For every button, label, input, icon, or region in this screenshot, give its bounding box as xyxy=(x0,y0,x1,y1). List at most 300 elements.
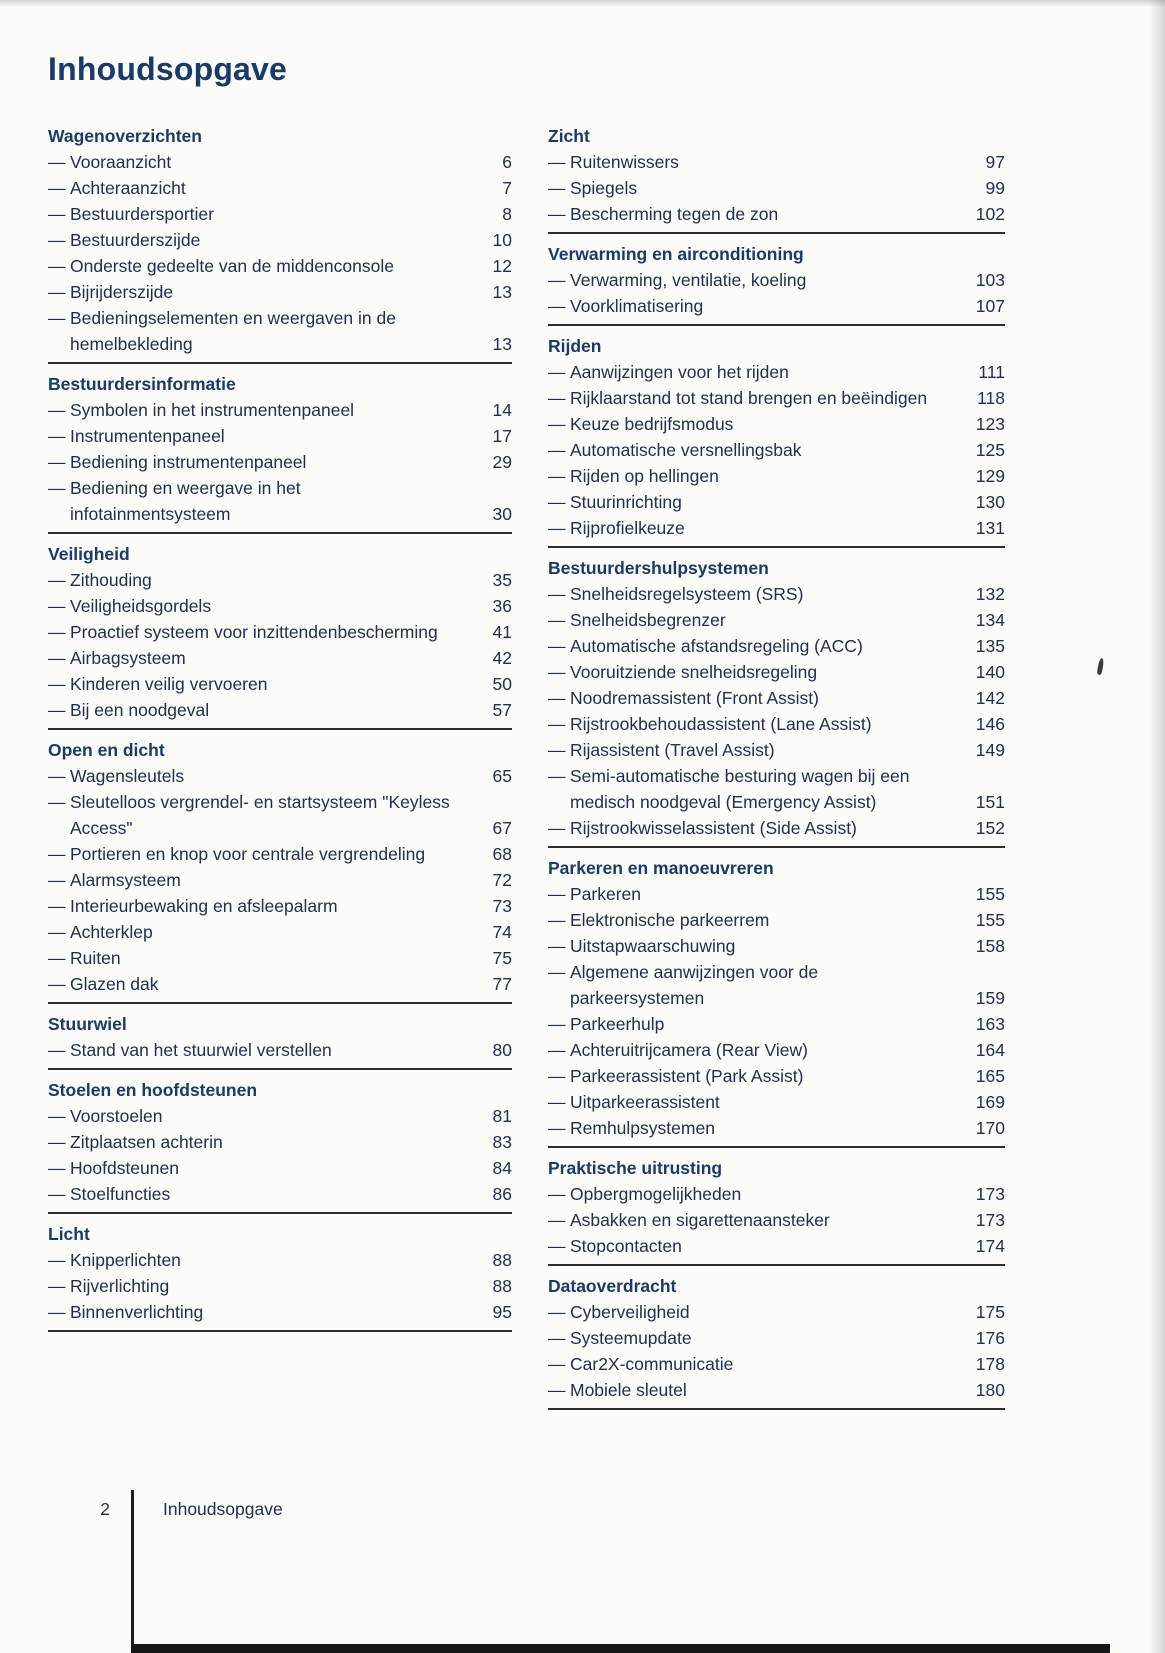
entry-label: Rijverlichting xyxy=(70,1276,170,1296)
entry-label: Zitplaatsen achterin xyxy=(70,1132,223,1152)
entry-label: Vooraanzicht xyxy=(70,152,172,172)
toc-section xyxy=(548,333,1005,548)
entry-page-number: 17 xyxy=(492,426,512,446)
toc-entry xyxy=(548,1011,1005,1037)
entry-page-number: 83 xyxy=(492,1132,512,1152)
entry-label: Portieren en knop voor centrale vergrendeling xyxy=(70,844,426,864)
entry-page-number: 149 xyxy=(975,740,1005,760)
toc-entry xyxy=(548,1233,1005,1259)
entry-page-number: 6 xyxy=(502,152,512,172)
entry-page-number: 81 xyxy=(492,1106,512,1126)
entry-page-number: 118 xyxy=(977,388,1005,408)
entry-label: Stoelfuncties xyxy=(70,1184,171,1204)
entry-label: Hoofdsteunen xyxy=(70,1158,179,1178)
toc-entry xyxy=(48,423,512,449)
toc-entry xyxy=(548,737,1005,763)
entry-dash-icon: — xyxy=(548,492,566,512)
toc-entry xyxy=(548,385,1005,411)
section-title: Zicht xyxy=(548,126,590,146)
toc-section xyxy=(548,241,1005,326)
entry-dash-icon: — xyxy=(548,610,566,630)
entry-dash-icon: — xyxy=(48,700,66,720)
entry-dash-icon: — xyxy=(48,648,66,668)
entry-dash-icon: — xyxy=(48,478,66,498)
entry-label: Knipperlichten xyxy=(70,1250,181,1270)
toc-entry xyxy=(48,567,512,593)
entry-dash-icon: — xyxy=(48,674,66,694)
entry-label: Semi-automatische besturing wagen bij een medisch noodgeval (Emergency Assist) xyxy=(570,766,910,812)
entry-dash-icon: — xyxy=(48,792,66,812)
toc-entry xyxy=(548,1063,1005,1089)
entry-page-number: 123 xyxy=(975,414,1005,434)
entry-page-number: 30 xyxy=(492,504,512,524)
entry-page-number: 77 xyxy=(492,974,512,994)
entry-label: Car2X-communicatie xyxy=(570,1354,734,1374)
entry-page-number: 13 xyxy=(492,334,512,354)
entry-dash-icon: — xyxy=(548,296,566,316)
entry-page-number: 35 xyxy=(492,570,512,590)
toc-entry xyxy=(48,919,512,945)
toc-entry xyxy=(548,489,1005,515)
toc-entry xyxy=(48,789,512,841)
entry-page-number: 130 xyxy=(975,492,1005,512)
footer-page-number: 2 xyxy=(100,1499,110,1519)
toc-section xyxy=(548,123,1005,234)
entry-label: Algemene aanwijzingen voor de parkeersystemen xyxy=(570,962,819,1008)
entry-page-number: 57 xyxy=(492,700,512,720)
entry-dash-icon: — xyxy=(48,922,66,942)
section-title: Praktische uitrusting xyxy=(548,1158,723,1178)
entry-dash-icon: — xyxy=(548,440,566,460)
entry-page-number: 155 xyxy=(975,884,1005,904)
section-title: Parkeren en manoeuvreren xyxy=(548,858,774,878)
entry-page-number: 155 xyxy=(975,910,1005,930)
entry-label: Interieurbewaking en afsleepalarm xyxy=(70,896,338,916)
toc-entry xyxy=(548,463,1005,489)
entry-page-number: 165 xyxy=(975,1066,1005,1086)
entry-label: Ruitenwissers xyxy=(570,152,679,172)
toc-entry xyxy=(548,581,1005,607)
toc-section xyxy=(48,1011,512,1070)
entry-label: Bestuurderszijde xyxy=(70,230,201,250)
entry-label: Vooruitziende snelheidsregeling xyxy=(570,662,818,682)
entry-label: Rijden op hellingen xyxy=(570,466,719,486)
entry-label: Asbakken en sigarettenaansteker xyxy=(570,1210,830,1230)
entry-label: Rijklaarstand tot stand brengen en beëindigen xyxy=(570,388,928,408)
scan-artifact-mark xyxy=(1097,658,1105,676)
entry-dash-icon: — xyxy=(48,282,66,302)
entry-dash-icon: — xyxy=(48,1302,66,1322)
toc-entry xyxy=(48,945,512,971)
toc-entry xyxy=(548,1089,1005,1115)
toc-section xyxy=(548,555,1005,848)
toc-entry xyxy=(48,253,512,279)
entry-page-number: 173 xyxy=(975,1184,1005,1204)
toc-entry xyxy=(548,815,1005,841)
section-title: Stuurwiel xyxy=(48,1014,127,1034)
entry-page-number: 80 xyxy=(492,1040,512,1060)
entry-label: Snelheidsregelsysteem (SRS) xyxy=(570,584,804,604)
entry-page-number: 10 xyxy=(492,230,512,250)
toc-entry xyxy=(48,1103,512,1129)
entry-label: Voorstoelen xyxy=(70,1106,163,1126)
toc-section xyxy=(48,123,512,364)
toc-section xyxy=(48,541,512,730)
entry-label: Snelheidsbegrenzer xyxy=(570,610,726,630)
entry-dash-icon: — xyxy=(548,910,566,930)
entry-page-number: 146 xyxy=(975,714,1005,734)
entry-dash-icon: — xyxy=(48,948,66,968)
entry-dash-icon: — xyxy=(548,818,566,838)
toc-entry xyxy=(48,671,512,697)
toc-entry xyxy=(48,149,512,175)
entry-page-number: 13 xyxy=(492,282,512,302)
section-title: Rijden xyxy=(548,336,602,356)
entry-page-number: 84 xyxy=(492,1158,512,1178)
entry-page-number: 29 xyxy=(492,452,512,472)
toc-entry xyxy=(548,763,1005,815)
entry-label: Onderste gedeelte van de middenconsole xyxy=(70,256,394,276)
entry-dash-icon: — xyxy=(48,308,66,328)
toc-entry xyxy=(48,593,512,619)
toc-entry xyxy=(548,293,1005,319)
toc-entry xyxy=(48,279,512,305)
entry-page-number: 173 xyxy=(975,1210,1005,1230)
toc-section xyxy=(48,1077,512,1214)
entry-label: Parkeren xyxy=(570,884,642,904)
entry-dash-icon: — xyxy=(48,204,66,224)
entry-page-number: 95 xyxy=(492,1302,512,1322)
entry-dash-icon: — xyxy=(548,1014,566,1034)
toc-entry xyxy=(48,619,512,645)
entry-page-number: 12 xyxy=(492,256,512,276)
toc-entry xyxy=(548,711,1005,737)
entry-dash-icon: — xyxy=(48,1106,66,1126)
entry-page-number: 111 xyxy=(978,362,1005,382)
entry-dash-icon: — xyxy=(548,714,566,734)
entry-page-number: 68 xyxy=(492,844,512,864)
toc-entry xyxy=(548,907,1005,933)
entry-label: Instrumentenpaneel xyxy=(70,426,225,446)
entry-dash-icon: — xyxy=(548,204,566,224)
entry-label: Bestuurdersportier xyxy=(70,204,214,224)
entry-page-number: 50 xyxy=(492,674,512,694)
toc-entry xyxy=(548,437,1005,463)
toc-entry xyxy=(548,1351,1005,1377)
toc-entry xyxy=(548,881,1005,907)
toc-entry xyxy=(48,227,512,253)
entry-label: Remhulpsystemen xyxy=(570,1118,715,1138)
entry-label: Proactief systeem voor inzittendenbescherming xyxy=(70,622,438,642)
toc-entry xyxy=(48,1155,512,1181)
entry-label: Alarmsysteem xyxy=(70,870,181,890)
entry-page-number: 129 xyxy=(975,466,1005,486)
toc-entry xyxy=(48,867,512,893)
entry-label: Rijstrookwisselassistent (Side Assist) xyxy=(570,818,857,838)
toc-entry xyxy=(548,267,1005,293)
section-title: Wagenoverzichten xyxy=(48,126,202,146)
entry-dash-icon: — xyxy=(48,178,66,198)
entry-page-number: 158 xyxy=(975,936,1005,956)
entry-label: Parkeerhulp xyxy=(570,1014,665,1034)
toc-entry xyxy=(48,971,512,997)
entry-dash-icon: — xyxy=(548,414,566,434)
toc-entry xyxy=(548,515,1005,541)
toc-entry xyxy=(48,201,512,227)
entry-label: Achteraanzicht xyxy=(70,178,186,198)
toc-entry xyxy=(548,1299,1005,1325)
entry-dash-icon: — xyxy=(48,152,66,172)
entry-dash-icon: — xyxy=(48,400,66,420)
entry-page-number: 178 xyxy=(975,1354,1005,1374)
toc-entry xyxy=(548,411,1005,437)
toc-entry xyxy=(48,763,512,789)
toc-entry xyxy=(548,201,1005,227)
toc-entry xyxy=(548,1325,1005,1351)
entry-label: Binnenverlichting xyxy=(70,1302,204,1322)
entry-dash-icon: — xyxy=(48,570,66,590)
entry-dash-icon: — xyxy=(548,1118,566,1138)
entry-dash-icon: — xyxy=(548,636,566,656)
entry-page-number: 103 xyxy=(975,270,1005,290)
entry-label: Stand van het stuurwiel verstellen xyxy=(70,1040,332,1060)
toc-entry xyxy=(548,633,1005,659)
entry-label: Automatische afstandsregeling (ACC) xyxy=(570,636,863,656)
entry-dash-icon: — xyxy=(48,844,66,864)
toc-section xyxy=(548,855,1005,1148)
entry-page-number: 72 xyxy=(492,870,512,890)
entry-page-number: 36 xyxy=(492,596,512,616)
entry-label: Noodremassistent (Front Assist) xyxy=(570,688,819,708)
entry-label: Aanwijzingen voor het rijden xyxy=(570,362,789,382)
toc-entry xyxy=(548,1181,1005,1207)
entry-label: Airbagsysteem xyxy=(70,648,186,668)
toc-entry xyxy=(48,645,512,671)
section-title: Bestuurdersinformatie xyxy=(48,374,236,394)
entry-page-number: 131 xyxy=(975,518,1005,538)
toc-entry xyxy=(548,959,1005,1011)
entry-page-number: 164 xyxy=(975,1040,1005,1060)
entry-dash-icon: — xyxy=(548,662,566,682)
entry-page-number: 134 xyxy=(975,610,1005,630)
entry-dash-icon: — xyxy=(548,1328,566,1348)
toc-entry xyxy=(548,149,1005,175)
entry-dash-icon: — xyxy=(548,466,566,486)
toc-columns xyxy=(48,123,1005,1417)
entry-label: Mobiele sleutel xyxy=(570,1380,687,1400)
entry-label: Achteruitrijcamera (Rear View) xyxy=(570,1040,808,1060)
entry-label: Veiligheidsgordels xyxy=(70,596,212,616)
entry-dash-icon: — xyxy=(548,1236,566,1256)
entry-dash-icon: — xyxy=(548,1066,566,1086)
entry-label: Keuze bedrijfsmodus xyxy=(570,414,734,434)
entry-page-number: 180 xyxy=(975,1380,1005,1400)
entry-label: Parkeerassistent (Park Assist) xyxy=(570,1066,804,1086)
entry-page-number: 97 xyxy=(985,152,1005,172)
entry-dash-icon: — xyxy=(48,1250,66,1270)
entry-page-number: 152 xyxy=(975,818,1005,838)
entry-dash-icon: — xyxy=(548,518,566,538)
entry-page-number: 88 xyxy=(492,1276,512,1296)
entry-page-number: 7 xyxy=(502,178,512,198)
entry-dash-icon: — xyxy=(548,766,566,786)
entry-label: Cyberveiligheid xyxy=(570,1302,690,1322)
scan-edge-top xyxy=(0,0,1165,7)
entry-dash-icon: — xyxy=(548,1040,566,1060)
entry-page-number: 132 xyxy=(975,584,1005,604)
entry-page-number: 14 xyxy=(492,400,512,420)
entry-page-number: 170 xyxy=(975,1118,1005,1138)
entry-dash-icon: — xyxy=(48,622,66,642)
entry-label: Ruiten xyxy=(70,948,121,968)
section-title: Licht xyxy=(48,1224,90,1244)
section-title: Veiligheid xyxy=(48,544,130,564)
toc-entry xyxy=(48,305,512,357)
entry-page-number: 42 xyxy=(492,648,512,668)
toc-entry xyxy=(48,475,512,527)
toc-entry xyxy=(48,841,512,867)
toc-entry xyxy=(48,1181,512,1207)
toc-section xyxy=(48,371,512,534)
entry-label: Sleutelloos vergrendel- en startsysteem "Keyless Access" xyxy=(70,792,450,838)
entry-page-number: 75 xyxy=(492,948,512,968)
entry-dash-icon: — xyxy=(48,974,66,994)
entry-label: Wagensleutels xyxy=(70,766,185,786)
toc-entry xyxy=(48,1037,512,1063)
entry-dash-icon: — xyxy=(48,452,66,472)
entry-dash-icon: — xyxy=(548,270,566,290)
toc-entry xyxy=(548,933,1005,959)
entry-dash-icon: — xyxy=(48,426,66,446)
toc-entry xyxy=(548,1115,1005,1141)
entry-page-number: 151 xyxy=(975,792,1005,812)
toc-entry xyxy=(48,697,512,723)
entry-dash-icon: — xyxy=(548,584,566,604)
toc-entry xyxy=(48,175,512,201)
entry-page-number: 74 xyxy=(492,922,512,942)
entry-page-number: 142 xyxy=(975,688,1005,708)
entry-page-number: 65 xyxy=(492,766,512,786)
entry-page-number: 135 xyxy=(975,636,1005,656)
entry-label: Bedieningselementen en weergaven in de hemelbekleding xyxy=(70,308,396,354)
toc-column-right xyxy=(548,123,1005,1417)
entry-label: Stopcontacten xyxy=(570,1236,682,1256)
footer-label: Inhoudsopgave xyxy=(163,1499,283,1519)
page-title: Inhoudsopgave xyxy=(48,51,288,87)
entry-dash-icon: — xyxy=(548,1184,566,1204)
entry-dash-icon: — xyxy=(548,936,566,956)
entry-dash-icon: — xyxy=(548,884,566,904)
toc-entry xyxy=(548,1377,1005,1403)
toc-entry xyxy=(548,1207,1005,1233)
toc-entry xyxy=(548,1037,1005,1063)
entry-dash-icon: — xyxy=(48,896,66,916)
entry-label: Verwarming, ventilatie, koeling xyxy=(570,270,807,290)
entry-label: Kinderen veilig vervoeren xyxy=(70,674,268,694)
section-title: Verwarming en airconditioning xyxy=(548,244,804,264)
entry-label: Opbergmogelijkheden xyxy=(570,1184,742,1204)
entry-page-number: 163 xyxy=(975,1014,1005,1034)
entry-dash-icon: — xyxy=(548,1380,566,1400)
entry-label: Bediening instrumentenpaneel xyxy=(70,452,307,472)
toc-entry xyxy=(48,1273,512,1299)
entry-dash-icon: — xyxy=(548,152,566,172)
entry-label: Voorklimatisering xyxy=(570,296,704,316)
entry-page-number: 140 xyxy=(975,662,1005,682)
entry-page-number: 175 xyxy=(975,1302,1005,1322)
entry-label: Elektronische parkeerrem xyxy=(570,910,770,930)
entry-label: Symbolen in het instrumentenpaneel xyxy=(70,400,355,420)
entry-page-number: 99 xyxy=(985,178,1005,198)
entry-label: Bij een noodgeval xyxy=(70,700,210,720)
toc-entry xyxy=(548,359,1005,385)
entry-label: Uitparkeerassistent xyxy=(570,1092,720,1112)
entry-page-number: 8 xyxy=(502,204,512,224)
entry-dash-icon: — xyxy=(548,1210,566,1230)
entry-page-number: 86 xyxy=(492,1184,512,1204)
toc-section xyxy=(48,1221,512,1332)
entry-dash-icon: — xyxy=(548,688,566,708)
entry-dash-icon: — xyxy=(48,1132,66,1152)
entry-dash-icon: — xyxy=(548,962,566,982)
entry-page-number: 169 xyxy=(975,1092,1005,1112)
toc-entry xyxy=(548,607,1005,633)
entry-dash-icon: — xyxy=(548,740,566,760)
entry-dash-icon: — xyxy=(548,178,566,198)
entry-page-number: 107 xyxy=(975,296,1005,316)
entry-label: Stuurinrichting xyxy=(570,492,682,512)
entry-page-number: 41 xyxy=(492,622,512,642)
entry-label: Zithouding xyxy=(70,570,152,590)
entry-label: Automatische versnellingsbak xyxy=(570,440,802,460)
entry-page-number: 102 xyxy=(975,204,1005,224)
toc-entry xyxy=(48,1247,512,1273)
entry-label: Uitstapwaarschuwing xyxy=(570,936,736,956)
scan-edge-right xyxy=(1149,0,1165,1653)
toc-entry xyxy=(548,175,1005,201)
entry-label: Rijprofielkeuze xyxy=(570,518,685,538)
entry-label: Rijassistent (Travel Assist) xyxy=(570,740,775,760)
toc-entry xyxy=(48,1129,512,1155)
toc-entry xyxy=(48,1299,512,1325)
entry-label: Achterklep xyxy=(70,922,153,942)
entry-dash-icon: — xyxy=(48,1276,66,1296)
toc-entry xyxy=(548,659,1005,685)
footer-divider-rule xyxy=(131,1490,134,1653)
entry-label: Bescherming tegen de zon xyxy=(570,204,779,224)
page-footer xyxy=(48,1496,468,1526)
toc-entry xyxy=(48,893,512,919)
entry-dash-icon: — xyxy=(48,256,66,276)
entry-label: Spiegels xyxy=(570,178,638,198)
entry-dash-icon: — xyxy=(548,1354,566,1374)
toc-column-left xyxy=(48,123,512,1339)
entry-page-number: 159 xyxy=(975,988,1005,1008)
entry-label: Glazen dak xyxy=(70,974,159,994)
entry-page-number: 67 xyxy=(492,818,512,838)
entry-dash-icon: — xyxy=(548,362,566,382)
entry-dash-icon: — xyxy=(48,1184,66,1204)
entry-label: Bediening en weergave in het infotainmentsysteem xyxy=(70,478,301,524)
toc-section xyxy=(48,737,512,1004)
entry-page-number: 176 xyxy=(975,1328,1005,1348)
section-title: Dataoverdracht xyxy=(548,1276,677,1296)
scan-bottom-line xyxy=(131,1644,1110,1653)
entry-page-number: 125 xyxy=(975,440,1005,460)
entry-dash-icon: — xyxy=(48,1158,66,1178)
toc-entry xyxy=(48,449,512,475)
section-title: Stoelen en hoofdsteunen xyxy=(48,1080,258,1100)
